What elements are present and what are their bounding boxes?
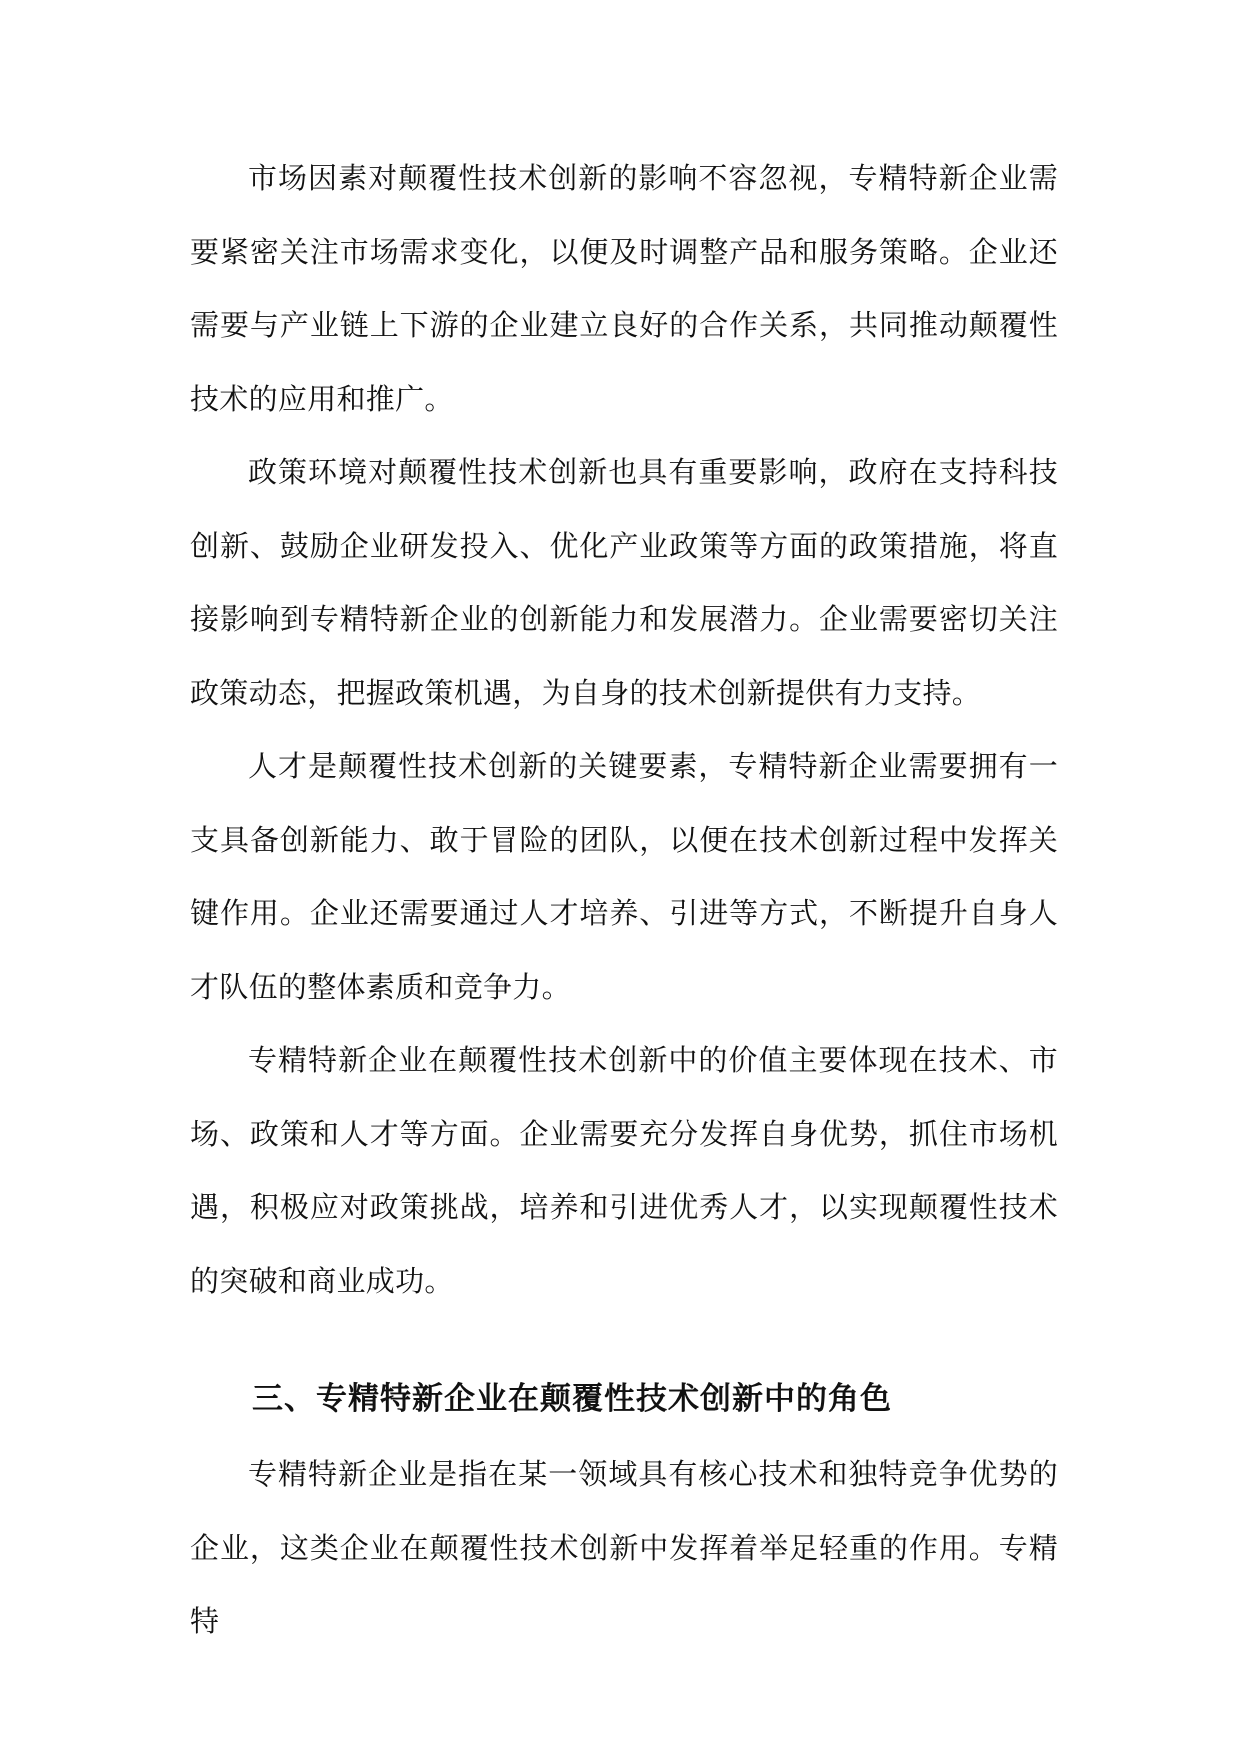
- paragraph-role-intro: 专精特新企业是指在某一领域具有核心技术和独特竞争优势的企业，这类企业在颠覆性技术创新中发挥着举足轻重的作用。专精特: [190, 1457, 1058, 1638]
- paragraph-value-summary: 专精特新企业在颠覆性技术创新中的价值主要体现在技术、市场、政策和人才等方面。企业需要充分发挥自身优势，抓住市场机遇，积极应对政策挑战，培养和引进优秀人才，以实现颠覆性技术的突破和商业成功。: [190, 1043, 1058, 1298]
- paragraph-policy-environment: 政策环境对颠覆性技术创新也具有重要影响，政府在支持科技创新、鼓励企业研发投入、优化产业政策等方面的政策措施，将直接影响到专精特新企业的创新能力和发展潜力。企业需要密切关注政策动态，把握政策机遇，为自身的技术创新提供有力支持。: [190, 455, 1058, 710]
- section-heading: 三、专精特新企业在颠覆性技术创新中的角色: [252, 1381, 892, 1417]
- paragraph-talent: 人才是颠覆性技术创新的关键要素，专精特新企业需要拥有一支具备创新能力、敢于冒险的团队，以便在技术创新过程中发挥关键作用。企业还需要通过人才培养、引进等方式，不断提升自身人才队伍的整体素质和竞争力。: [190, 749, 1058, 1004]
- document-body: [190, 142, 1058, 1659]
- paragraph-market-factors: 市场因素对颠覆性技术创新的影响不容忽视，专精特新企业需要紧密关注市场需求变化，以便及时调整产品和服务策略。企业还需要与产业链上下游的企业建立良好的合作关系，共同推动颠覆性技术的应用和推广。: [190, 161, 1058, 416]
